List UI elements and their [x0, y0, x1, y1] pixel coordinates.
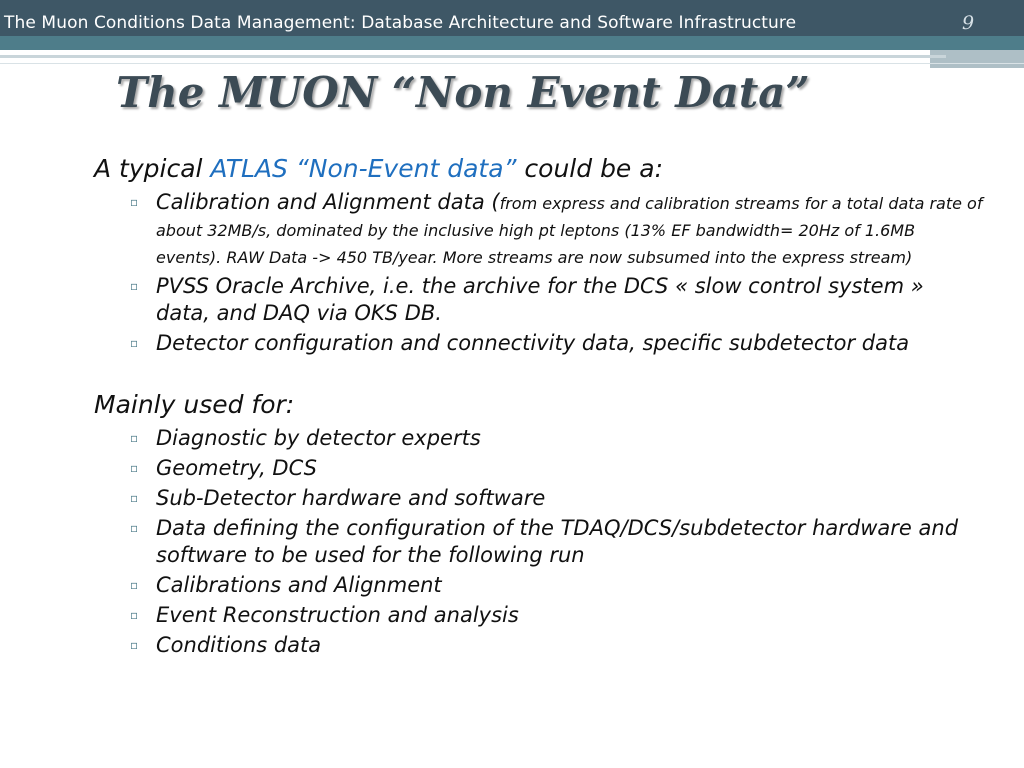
list-item-note: from express and calibration streams for a total data rate of about 32MB/s, dominated by the inclusive high pt leptons (13% EF bandwidth= 20Hz of 1.6MB events). RAW Data -> 450 TB/year. More streams are now subsumed into the express stream)	[156, 194, 983, 267]
bullet-icon: ▫	[130, 431, 139, 445]
list-item-text: Geometry, DCS	[156, 456, 317, 480]
lead-accent: ATLAS “Non-Event data”	[210, 154, 517, 183]
list-item	[130, 330, 984, 357]
list-item	[130, 485, 984, 512]
bullet-icon: ▫	[130, 638, 139, 652]
bullet-icon: ▫	[130, 195, 139, 209]
bullet-icon: ▫	[130, 336, 139, 350]
decorative-band-accent	[930, 50, 1024, 68]
section-spacer	[94, 360, 984, 388]
list-item-text: Data defining the configuration of the TDAQ/DCS/subdetector hardware and software to be used for the following run	[156, 516, 959, 567]
list-item	[130, 572, 984, 599]
list-item-text: Conditions data	[156, 633, 322, 657]
bullet-icon: ▫	[130, 578, 139, 592]
list-item-text: Diagnostic by detector experts	[156, 426, 481, 450]
list-item	[130, 455, 984, 482]
decorative-line-thin	[0, 63, 1024, 64]
presentation-title: The Muon Conditions Data Management: Database Architecture and Software Infrastructure	[4, 13, 797, 33]
list-item	[130, 632, 984, 659]
bullet-icon: ▫	[130, 279, 139, 293]
bullet-list-data-types	[94, 189, 984, 357]
slide-title: The MUON “Non Event Data”	[116, 68, 810, 117]
decorative-line	[0, 55, 946, 58]
list-item	[130, 425, 984, 452]
list-item-text: PVSS Oracle Archive, i.e. the archive for the DCS « slow control system » data, and DAQ via OKS DB.	[156, 274, 924, 325]
list-item	[130, 602, 984, 629]
bullet-icon: ▫	[130, 491, 139, 505]
list-item-text: Calibrations and Alignment	[156, 573, 442, 597]
lead-suffix: could be a:	[516, 154, 664, 183]
bullet-icon: ▫	[130, 608, 139, 622]
list-item	[130, 515, 984, 569]
list-item-text: Calibration and Alignment data (	[156, 190, 500, 214]
slide-body	[94, 152, 984, 662]
bullet-icon: ▫	[130, 521, 139, 535]
lead-prefix: A typical	[94, 154, 211, 183]
list-item	[130, 273, 984, 327]
list-item	[130, 189, 984, 270]
bullet-list-usage	[94, 425, 984, 659]
section-lead-typical-data	[94, 152, 984, 186]
section-lead-usage: Mainly used for:	[94, 390, 295, 419]
page-number: 9	[962, 12, 975, 34]
list-item-text: Sub-Detector hardware and software	[156, 486, 546, 510]
list-item-text: Event Reconstruction and analysis	[156, 603, 519, 627]
decorative-band	[0, 36, 1024, 50]
list-item-text: Detector configuration and connectivity data, specific subdetector data	[156, 331, 910, 355]
bullet-icon: ▫	[130, 461, 139, 475]
